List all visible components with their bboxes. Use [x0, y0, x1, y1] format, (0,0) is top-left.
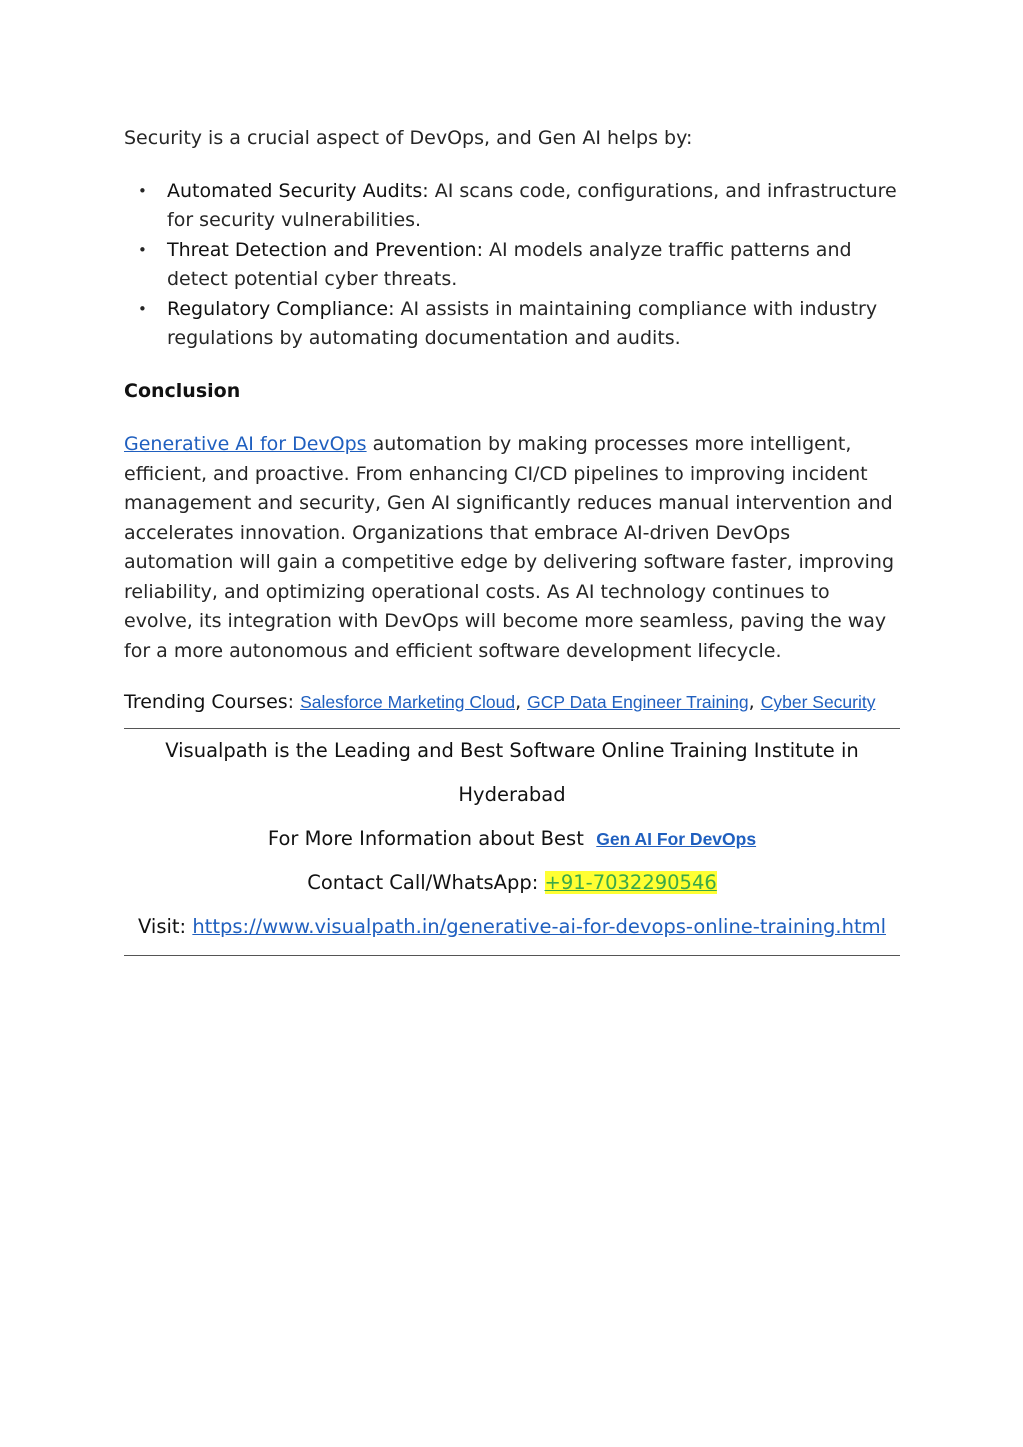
conclusion-text: automation by making processes more intelligent, efficient, and proactive. From enhancing CI/CD pipelines to improving incident management and security, Gen AI significantly reduces manual intervention and accelerates innovation. Organizations that embrace AI-driven DevOps automation will gain a competitive edge by delivering software faster, improving reliability, and optimizing operational costs. As AI technology continues to evolve, its integration with DevOps will become more seamless, paving the way for a more autonomous and efficient software development lifecycle.: [124, 433, 895, 662]
generative-ai-devops-link[interactable]: Generative AI for DevOps: [124, 433, 367, 455]
course-separator: ,: [748, 691, 761, 713]
list-item: [124, 295, 900, 354]
point-term: Threat Detection and Prevention:: [167, 238, 483, 261]
list-item: [124, 236, 900, 295]
course-link-salesforce[interactable]: Salesforce Marketing Cloud: [300, 692, 516, 712]
conclusion-paragraph: [124, 430, 900, 666]
security-points-list: [124, 177, 900, 354]
list-item: [124, 177, 900, 236]
more-info-prefix: For More Information about Best: [267, 827, 584, 850]
contact-line: [124, 861, 900, 905]
bullet-icon: •: [138, 240, 147, 259]
institute-tagline: Visualpath is the Leading and Best Software Online Training Institute in: [165, 739, 859, 762]
course-separator: ,: [515, 691, 528, 713]
phone-link[interactable]: +91-7032290546: [544, 871, 717, 894]
security-intro: Security is a crucial aspect of DevOps, and Gen AI helps by:: [124, 127, 693, 149]
conclusion-heading: Conclusion: [124, 379, 241, 402]
more-info-line: [124, 817, 900, 861]
visit-line: [124, 905, 900, 949]
bottom-divider: [124, 955, 900, 956]
point-term: Automated Security Audits:: [167, 179, 429, 202]
course-link-gcp[interactable]: GCP Data Engineer Training: [527, 692, 749, 712]
point-text: AI assists in maintaining compliance with industry regulations by automating documentation and audits.: [167, 297, 878, 349]
bullet-icon: •: [138, 299, 147, 318]
visit-prefix: Visit:: [138, 915, 193, 938]
trending-courses: [124, 689, 900, 716]
contact-footer: [124, 729, 900, 949]
course-link-cyber-security[interactable]: Cyber Security: [760, 692, 876, 712]
document-page: [124, 124, 900, 956]
website-link[interactable]: https://www.visualpath.in/generative-ai-for-devops-online-training.html: [192, 915, 886, 938]
point-text: AI models analyze traffic patterns and detect potential cyber threats.: [167, 238, 852, 290]
bullet-icon: •: [138, 181, 147, 200]
point-text: AI scans code, configurations, and infrastructure for security vulnerabilities.: [167, 179, 897, 231]
trending-colon: :: [287, 691, 301, 713]
point-term: Regulatory Compliance:: [167, 297, 395, 320]
trending-label: Trending Courses: [124, 691, 288, 713]
institute-city: Hyderabad: [458, 783, 566, 806]
gen-ai-devops-link[interactable]: Gen AI For DevOps: [596, 829, 757, 849]
contact-prefix: Contact Call/WhatsApp:: [307, 871, 545, 894]
